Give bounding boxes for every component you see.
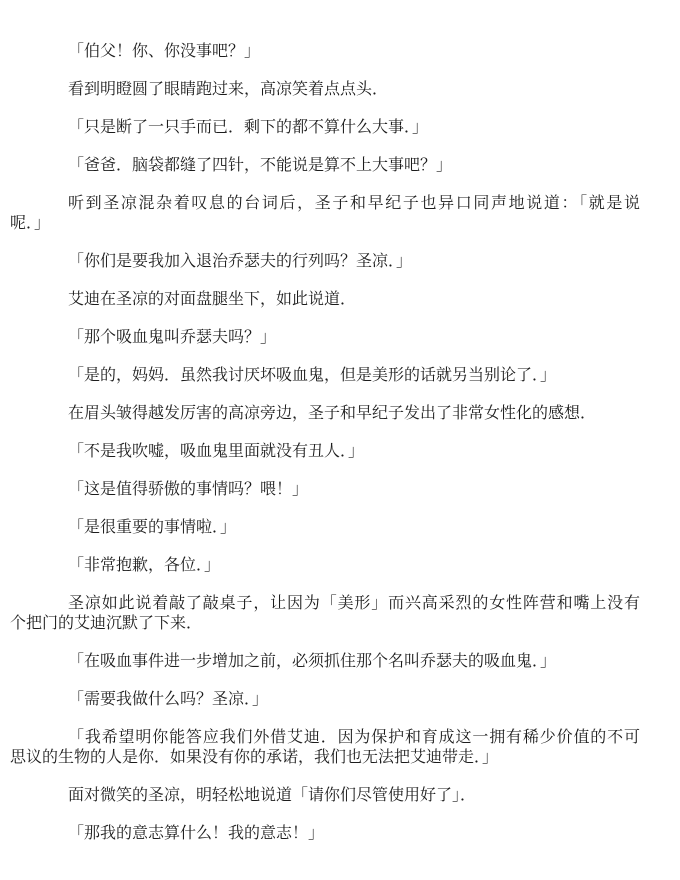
paragraph [10, 252, 640, 272]
text-line: 「需要我做什么吗？圣凉．」 [68, 691, 269, 708]
text-line: 圣凉如此说着敲了敲桌子，让因为「美形」而兴高采烈的女性阵营和嘴上没有 [68, 595, 640, 612]
paragraph [10, 480, 640, 500]
paragraph [10, 366, 640, 386]
text-line: 面对微笑的圣凉，明轻松地说道「请你们尽管使用好了」． [68, 787, 477, 804]
text-line: 「是的，妈妈．虽然我讨厌坏吸血鬼，但是美形的话就另当别论了．」 [68, 367, 557, 384]
text-line: 「这是值得骄傲的事情吗？喂！」 [68, 481, 309, 498]
text-line: 「爸爸．脑袋都缝了四针，不能说是算不上大事吧？」 [68, 157, 453, 174]
paragraph [10, 728, 640, 768]
paragraph [10, 824, 640, 844]
paragraph [10, 42, 640, 62]
text-line: 艾迪在圣凉的对面盘腿坐下，如此说道． [68, 291, 357, 308]
text-line: 在眉头皱得越发厉害的高凉旁边，圣子和早纪子发出了非常女性化的感想． [68, 405, 597, 422]
paragraph [10, 290, 640, 310]
paragraph [10, 404, 640, 424]
text-line: 看到明瞪圆了眼睛跑过来，高凉笑着点点头． [68, 81, 389, 98]
text-line: 「只是断了一只手而已．剩下的都不算什么大事．」 [68, 119, 429, 136]
paragraph [10, 786, 640, 806]
text-line: 「非常抱歉，各位．」 [68, 557, 221, 574]
paragraph [10, 118, 640, 138]
paragraph [10, 690, 640, 710]
text-line: 「那个吸血鬼叫乔瑟夫吗？」 [68, 329, 277, 346]
paragraph [10, 594, 640, 634]
paragraph [10, 80, 640, 100]
text-line: 「你们是要我加入退治乔瑟夫的行列吗？圣凉．」 [68, 253, 413, 270]
text-line: 个把门的艾迪沉默了下来． [10, 615, 203, 632]
text-line: 思议的生物的人是你．如果没有你的承诺，我们也无法把艾迪带走．」 [10, 749, 499, 766]
paragraph [10, 156, 640, 176]
text-line: 呢．」 [10, 215, 51, 232]
text-line: 「那我的意志算什么！我的意志！」 [68, 825, 325, 842]
text-line: 「伯父！你、你没事吧？」 [68, 43, 261, 60]
text-line: 「是很重要的事情啦．」 [68, 519, 237, 536]
paragraph [10, 556, 640, 576]
paragraph [10, 328, 640, 348]
paragraph [10, 194, 640, 234]
paragraph [10, 442, 640, 462]
text-line: 「我希望明你能答应我们外借艾迪．因为保护和育成这一拥有稀少价值的不可 [68, 729, 640, 746]
text-line: 「不是我吹嘘，吸血鬼里面就没有丑人．」 [68, 443, 365, 460]
text-line: 「在吸血事件进一步增加之前，必须抓住那个名叫乔瑟夫的吸血鬼．」 [68, 653, 557, 670]
paragraph [10, 518, 640, 538]
paragraph [10, 652, 640, 672]
text-line: 听到圣凉混杂着叹息的台词后，圣子和早纪子也异口同声地说道：「就是说 [68, 195, 640, 212]
